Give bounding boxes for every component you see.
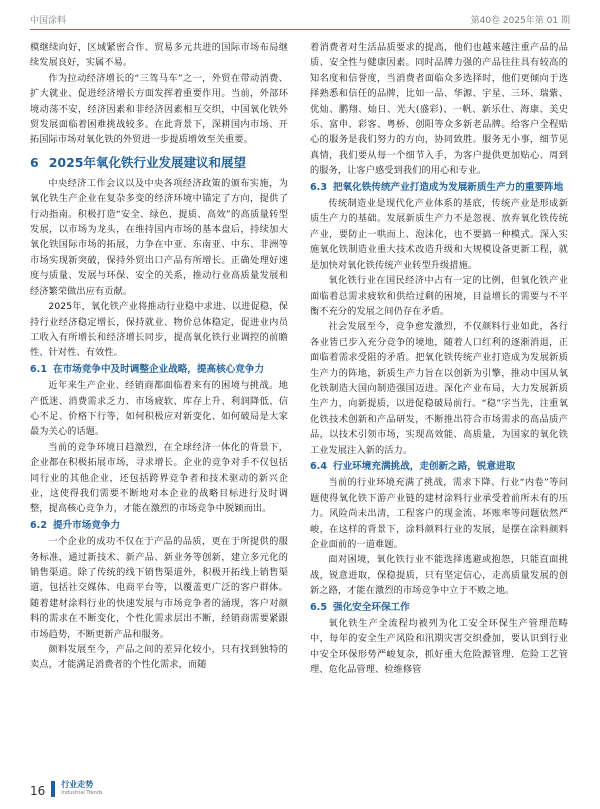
paragraph: 着消费者对生活品质要求的提高，他们也越来越注重产品的品质、安全性与健康因素。同时品牌力强的产品往往具有较高的知名度和信誉度，当消费者面临众多选择时，他们更倾向于选择熟悉和信任的品牌，比如一品、华源、宇星、三环、瑞紫、优灿、鹏翔、灿日、光大(盛彩)、一帆、新乐仕、海康、美史乐、富申、彩客、粤桥、创阳等众多新老品牌。给客户全程贴心的服务是我们努力的方向，协同致胜。服务无小事，细节见真情，我们要从每一个细节入手，为客户提供更加贴心、周到的服务，让客户感受到我们的用心和专业。	[310, 42, 568, 177]
paragraph: 2025年，氧化铁产业将推动行业稳中求进、以进促稳，保持行业经济稳定增长，保持就业、物价总体稳定，促进业内员工收入有所增长和经济增长同步，提高氧化铁行业调控的前瞻性、针对性、有效性。	[30, 301, 288, 359]
footer-brand-en: Industrial Trends	[61, 790, 103, 796]
paragraph: 模继续向好，区域紧密合作、贸易多元共进的国际市场布局继续发展良好，实属不易。	[30, 42, 288, 69]
footer-accent-bar	[51, 781, 55, 797]
paragraph: 当前的竞争环境日趋激烈，在全球经济一体化的背景下，企业都在积极拓展市场，寻求增长。企业的竞争对手不仅包括同行业的其他企业，还包括跨界竞争者和技术驱动的新兴企业，这使得我们需要不断地对本企业的战略目标进行及时调整，提高核心竞争力，才能在激烈的市场竞争中脱颖而出。	[30, 441, 288, 515]
subsection-number: 6.4	[310, 460, 327, 472]
subsection-number: 6.2	[30, 519, 47, 531]
subsection-number: 6.5	[310, 601, 327, 613]
paragraph: 一个企业的成功不仅在于产品的品质，更在于所提供的服务标准，通过新技术、新产品、新业务等创新，建立多元化的销售渠道。除了传统的线下销售渠道外，积极开拓线上销售渠道，包括社交媒体、电商平台等，以覆盖更广泛的客户群体。随着建材涂料行业的快速发展与市场竞争者的涌现，客户对颜料的需求在不断变化，个性化需求层出不断，经销商需要紧跟市场趋势，不断更新产品和服务。	[30, 536, 288, 640]
subsection-heading-6-1	[30, 362, 288, 377]
page-number: 16	[30, 784, 46, 798]
subsection-title: 行业环境充满挑战，走创新之路，锐意进取	[333, 460, 516, 472]
paragraph: 近年来生产企业、经销商都面临着来有的困境与挑战。地产低迷、消费需求乏力、市场疲软、库存上升、利润降低、信心不足、价格下行等，如何积极应对新变化、如何破局是大家最为关心的话题。	[30, 380, 288, 438]
left-column	[30, 40, 288, 673]
subsection-heading-6-3	[310, 180, 568, 195]
subsection-number: 6.3	[310, 181, 327, 193]
page-footer	[30, 781, 103, 797]
section-number: 6	[30, 154, 39, 170]
subsection-title: 提升市场竞争力	[53, 519, 121, 531]
paragraph: 颜料发展至今，产品之间的差异化较小，只有找到独特的卖点，才能满足消费者的个性化需求，而随	[30, 644, 288, 671]
subsection-heading-6-4	[310, 459, 568, 474]
header-rule	[30, 29, 570, 30]
paragraph: 传统制造业是现代化产业体系的基底，传统产业是形成新质生产力的基础。发展新质生产力不是忽视、放弃氧化铁传统产业，要防止一哄而上、泡沫化，也不要搞一种模式。深入实施氧化铁制造业重大技术改造升级和大规模设备更新工程，就是加快对氧化铁传统产业转型升级措施。	[310, 198, 568, 271]
paragraph: 当前的行业环境充满了挑战，需求下降、行业“内卷”等问题使得氧化铁下游产业链的建材涂料行业承受着前所未有的压力。风险尚未出清，工程客户的现金流、坏账率等问题依然严峻，在这样的背景下，涂料颜料行业的发展，是摆在涂料颜料企业面前的一道难题。	[310, 477, 568, 550]
subsection-heading-6-2	[30, 518, 288, 533]
running-header	[30, 10, 570, 28]
footer-brand-cn: 行业走势	[61, 780, 94, 789]
paragraph: 面对困境，氧化铁行业不能选择逃避或抱怨，只能直面挑战，锐意进取，保稳提质，只有坚定信心，走高质量发展的创新之路，才能在激烈的市场竞争中立于不败之地。	[310, 554, 568, 597]
paragraph: 氧化铁行业在国民经济中占有一定的比例，但氧化铁产业面临着总需求疲软和供给过剩的困境，目益增长的需要与不平衡不充分的发展之间仍存在矛盾。	[310, 275, 568, 317]
paragraph: 作为拉动经济增长的“三驾马车”之一，外贸在带动消费、扩大就业、促进经济增长方面发挥着重要作用。当前，外部环境动荡不安，经济因素和非经济因素相互交织，中国氧化铁外贸发展面临着困难挑战较多。在此背景下，深耕国内市场、开拓国际市场对氧化铁的外贸进一步提质增效至关重要。	[30, 72, 288, 146]
subsection-heading-6-5	[310, 600, 568, 615]
subsection-number: 6.1	[30, 363, 47, 375]
right-column	[310, 40, 568, 678]
paragraph: 社会发展至今，竞争愈发激烈，不仅颜料行业如此，各行各业皆已步入充分竞争的境地，随着人口红利的逐渐消退，正面临着需求受阻的矛盾。把氧化铁传统产业打造成为发展新质生产力的阵地，新质生产力旨在以创新为引擎，推动中国从氧化铁制造大国向制造强国迈进。深化产业布局，大力发展新质生产力，向新提质，以进促稳破局前行。“稳”字当先，注重氧化铁技术创新和产品研发，不断推出符合市场需求的高品质产品，以技术引领市场，实现高效能、高质量，为国家的氧化铁工业发展注入新的活力。	[310, 321, 568, 456]
paragraph: 氧化铁生产全流程均被列为化工安全环保生产管理范畴中，每年的安全生产风险和汛期灾害交织叠加，要认识到行业中安全环保形势严峻复杂，抓好重大危险源管理、危险工艺管理、危化品管理、检维修管	[310, 618, 568, 676]
section-title: 2025年氧化铁行业发展建议和展望	[48, 154, 246, 170]
subsection-title: 强化安全环保工作	[333, 601, 410, 613]
subsection-title: 在市场竞争中及时调整企业战略，提高核心竞争力	[53, 363, 265, 375]
paragraph: 中央经济工作会议以及中央各项经济政策的颁布实施，为氧化铁生产企业在复杂多变的经济环境中锚定了方向，提供了行动指南。积极打造“安全、绿色、提质、高效”的高质量转型发展，以市场为龙头，在维持国内市场的基本盘后，持续加大氧化铁国际市场的拓展，力争在中亚、东南亚、中东、非洲等市场实现新突破，保持外贸出口产品有所增长。正确处理好速度与质量、发展与环保、安全的关系，推动行业高质量发展和经济繁荣做出应有贡献。	[30, 177, 288, 297]
footer-brand	[61, 781, 102, 797]
issue-info: 第40卷 2025年第 01 期	[470, 15, 570, 26]
section-heading-6	[30, 155, 288, 171]
subsection-title: 把氧化铁传统产业打造成为发展新质生产力的重要阵地	[333, 181, 564, 193]
journal-name: 中国涂料	[30, 15, 67, 26]
